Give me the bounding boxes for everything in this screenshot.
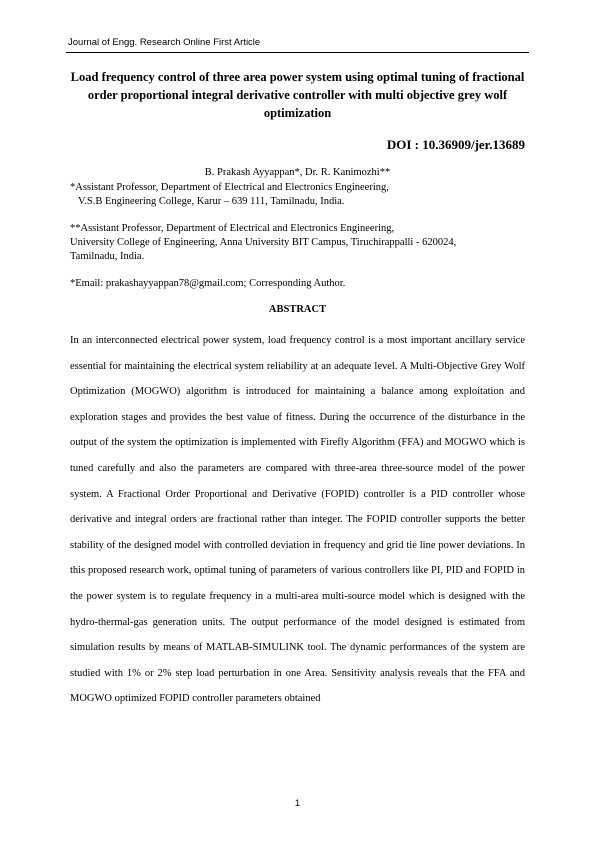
affiliation-1 xyxy=(70,181,389,209)
affiliation-2-line-3: Tamilnadu, India. xyxy=(70,251,145,262)
page-number: 1 xyxy=(294,798,301,809)
affiliation-2-line-2: University College of Engineering, Anna University BIT Campus, Tiruchirappalli - 620024, xyxy=(70,237,457,248)
affiliation-2 xyxy=(70,222,530,264)
affiliation-1-line-2: V.S.B Engineering College, Karur – 639 111, Tamilnadu, India. xyxy=(78,196,345,207)
running-head: Journal of Engg. Research Online First Article xyxy=(68,37,261,48)
abstract-body: In an interconnected electrical power system, load frequency control is a most important ancillary service essential for maintaining the electrical system reliability at an adequate level. A Multi-Objective Grey Wolf Optimization (MOGWO) algorithm is introduced for maintaining a balance among exploitation and exploration stages and provides the best value of fitness. During the occurrence of the disturbance in the output of the system the optimization is implemented with Firefly Algorithm (FFA) and MOGWO which is tuned carefully and also the parameters are compared with three-area three-source model of the power system. A Fractional Order Proportional and Derivative (FOPID) controller is a PID controller whose derivative and integral orders are fractional rather than integer. The FOPID controller supports the better stability of the designed model with controlled deviation in frequency and grid tie line power deviations. In this proposed research work, optimal tuning of parameters of various controllers like PI, PID and FOPID in the power system is to regulate frequency in a multi-area multi-source model which is designed with the hydro-thermal-gas generation units. The output performance of the model designed is estimated from simulation results by means of MATLAB-SIMULINK tool. The dynamic performances of the system are studied with 1% or 2% step load perturbation in one Area. Sensitivity analysis reveals that the FFA and MOGWO optimized FOPID controller parameters obtained xyxy=(70,335,525,705)
doi: DOI : 10.36909/jer.13689 xyxy=(386,137,525,152)
corresponding-email: *Email: prakashayyappan78@gmail.com; Corresponding Author. xyxy=(70,278,346,289)
author-list: B. Prakash Ayyappan*, Dr. R. Kanimozhi** xyxy=(204,167,391,178)
affiliation-1-line-1: *Assistant Professor, Department of Electrical and Electronics Engineering, xyxy=(70,182,389,193)
abstract-heading: ABSTRACT xyxy=(268,304,327,315)
paper-title: Load frequency control of three area power system using optimal tuning of fractional order proportional integral derivative controller with multi objective grey wolf optimization xyxy=(70,70,525,120)
header-rule xyxy=(66,52,529,53)
affiliation-2-line-1: **Assistant Professor, Department of Electrical and Electronics Engineering, xyxy=(70,223,395,234)
